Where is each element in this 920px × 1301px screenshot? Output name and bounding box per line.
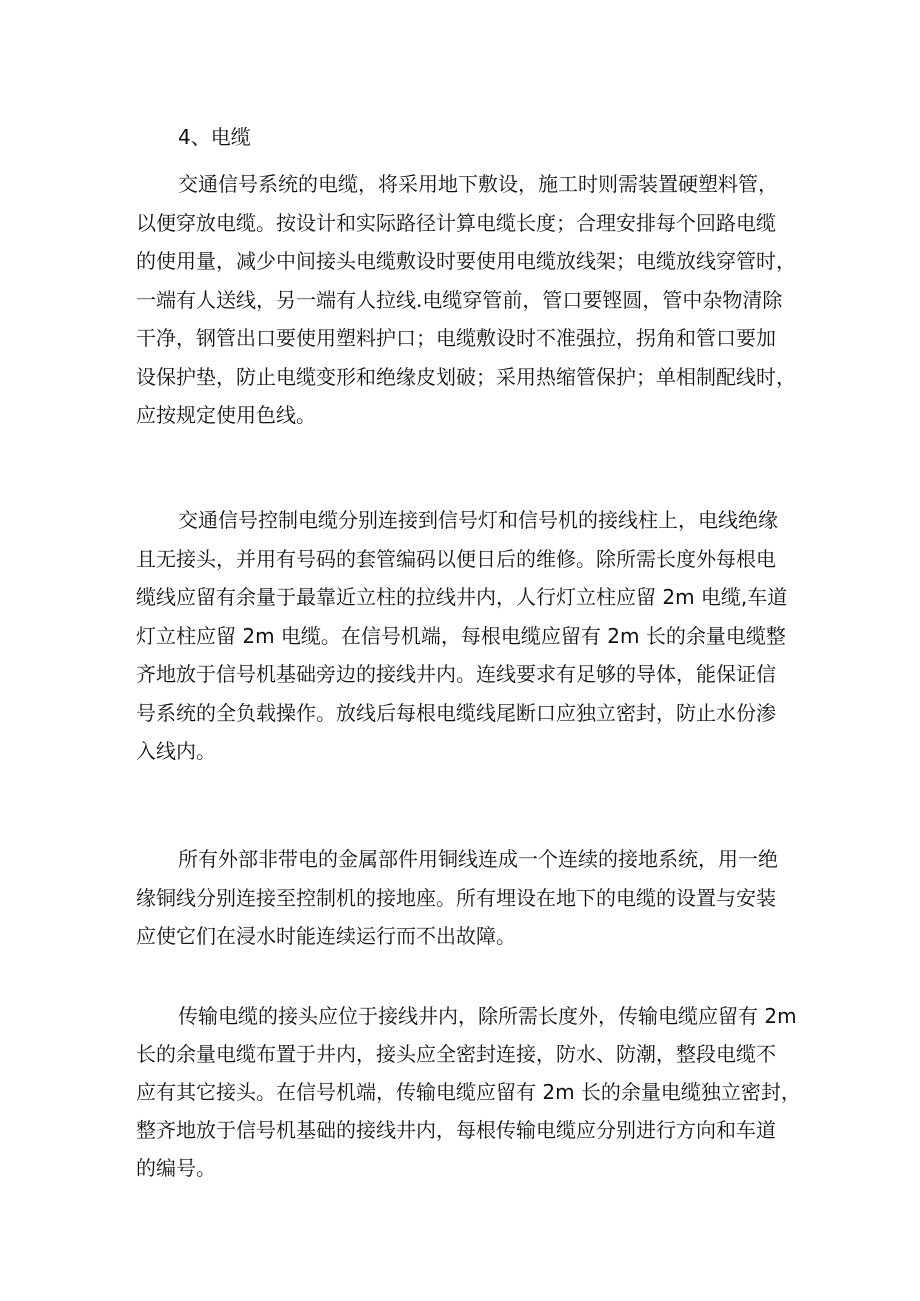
- text-line: 长的余量电缆布置于井内，接头应全密封连接，防水、防潮，整段电缆不: [136, 1042, 776, 1066]
- text-line: 交通信号系统的电缆，将采用地下敷设，施工时则需装置硬塑料管，: [178, 172, 778, 196]
- text-line: 整齐地放于信号机基础的接线井内，每根传输电缆应分别进行方向和车道: [136, 1118, 776, 1142]
- text-line: 干净，钢管出口要使用塑料护口；电缆敷设时不准强拉，拐角和管口要加: [136, 326, 776, 350]
- text-line: 的编号。: [136, 1156, 216, 1180]
- text-line: 的使用量，减少中间接头电缆敷设时要使用电缆放线架；电缆放线穿管时，: [136, 249, 796, 273]
- text-line: 以便穿放电缆。按设计和实际路径计算电缆长度；合理安排每个回路电缆: [136, 210, 776, 235]
- text-line: 应有其它接头。在信号机端，传输电缆应留有 2m 长的余量电缆独立密封，: [136, 1080, 801, 1104]
- text-line: 号系统的全负载操作。放线后每根电缆线尾断口应独立密封，防止水份渗: [136, 700, 776, 725]
- text-line: 应按规定使用色线。: [136, 403, 316, 427]
- paragraph-grounding: [136, 840, 796, 956]
- paragraph-control-cable: [136, 501, 796, 771]
- text-line: 设保护垫，防止电缆变形和绝缘皮划破；采用热缩管保护；单相制配线时，: [136, 364, 796, 389]
- text-line: 交通信号控制电缆分别连接到信号灯和信号机的接线柱上，电线绝缘: [178, 508, 778, 532]
- text-line: 入线内。: [136, 739, 216, 763]
- text-line: 应使它们在浸水时能连续运行而不出故障。: [136, 924, 516, 948]
- text-line: 缆线应留有余量于最靠近立柱的拉线井内，人行灯立柱应留 2m 电缆,车道: [136, 585, 788, 609]
- text-line: 传输电缆的接头应位于接线井内，除所需长度外，传输电缆应留有 2m: [178, 1004, 797, 1028]
- text-line: 灯立柱应留 2m 电缆。在信号机端，每根电缆应留有 2m 长的余量电缆整: [136, 623, 786, 648]
- text-line: 且无接头，并用有号码的套管编码以便日后的维修。除所需长度外每根电: [136, 546, 776, 571]
- paragraph-transmission-cable: [136, 997, 801, 1187]
- text-line: 齐地放于信号机基础旁边的接线井内。连线要求有足够的导体，能保证信: [136, 662, 776, 686]
- paragraph-cable-installation: [136, 165, 796, 435]
- text-line: 一端有人送线，另一端有人拉线.电缆穿管前，管口要铿圆，管中杂物清除: [136, 287, 783, 312]
- section-heading: 4、电缆: [178, 125, 251, 149]
- text-line: 所有外部非带电的金属部件用铜线连成一个连续的接地系统，用一绝: [178, 847, 778, 871]
- text-line: 缘铜线分别连接至控制机的接地座。所有埋设在地下的电缆的设置与安装: [136, 885, 776, 910]
